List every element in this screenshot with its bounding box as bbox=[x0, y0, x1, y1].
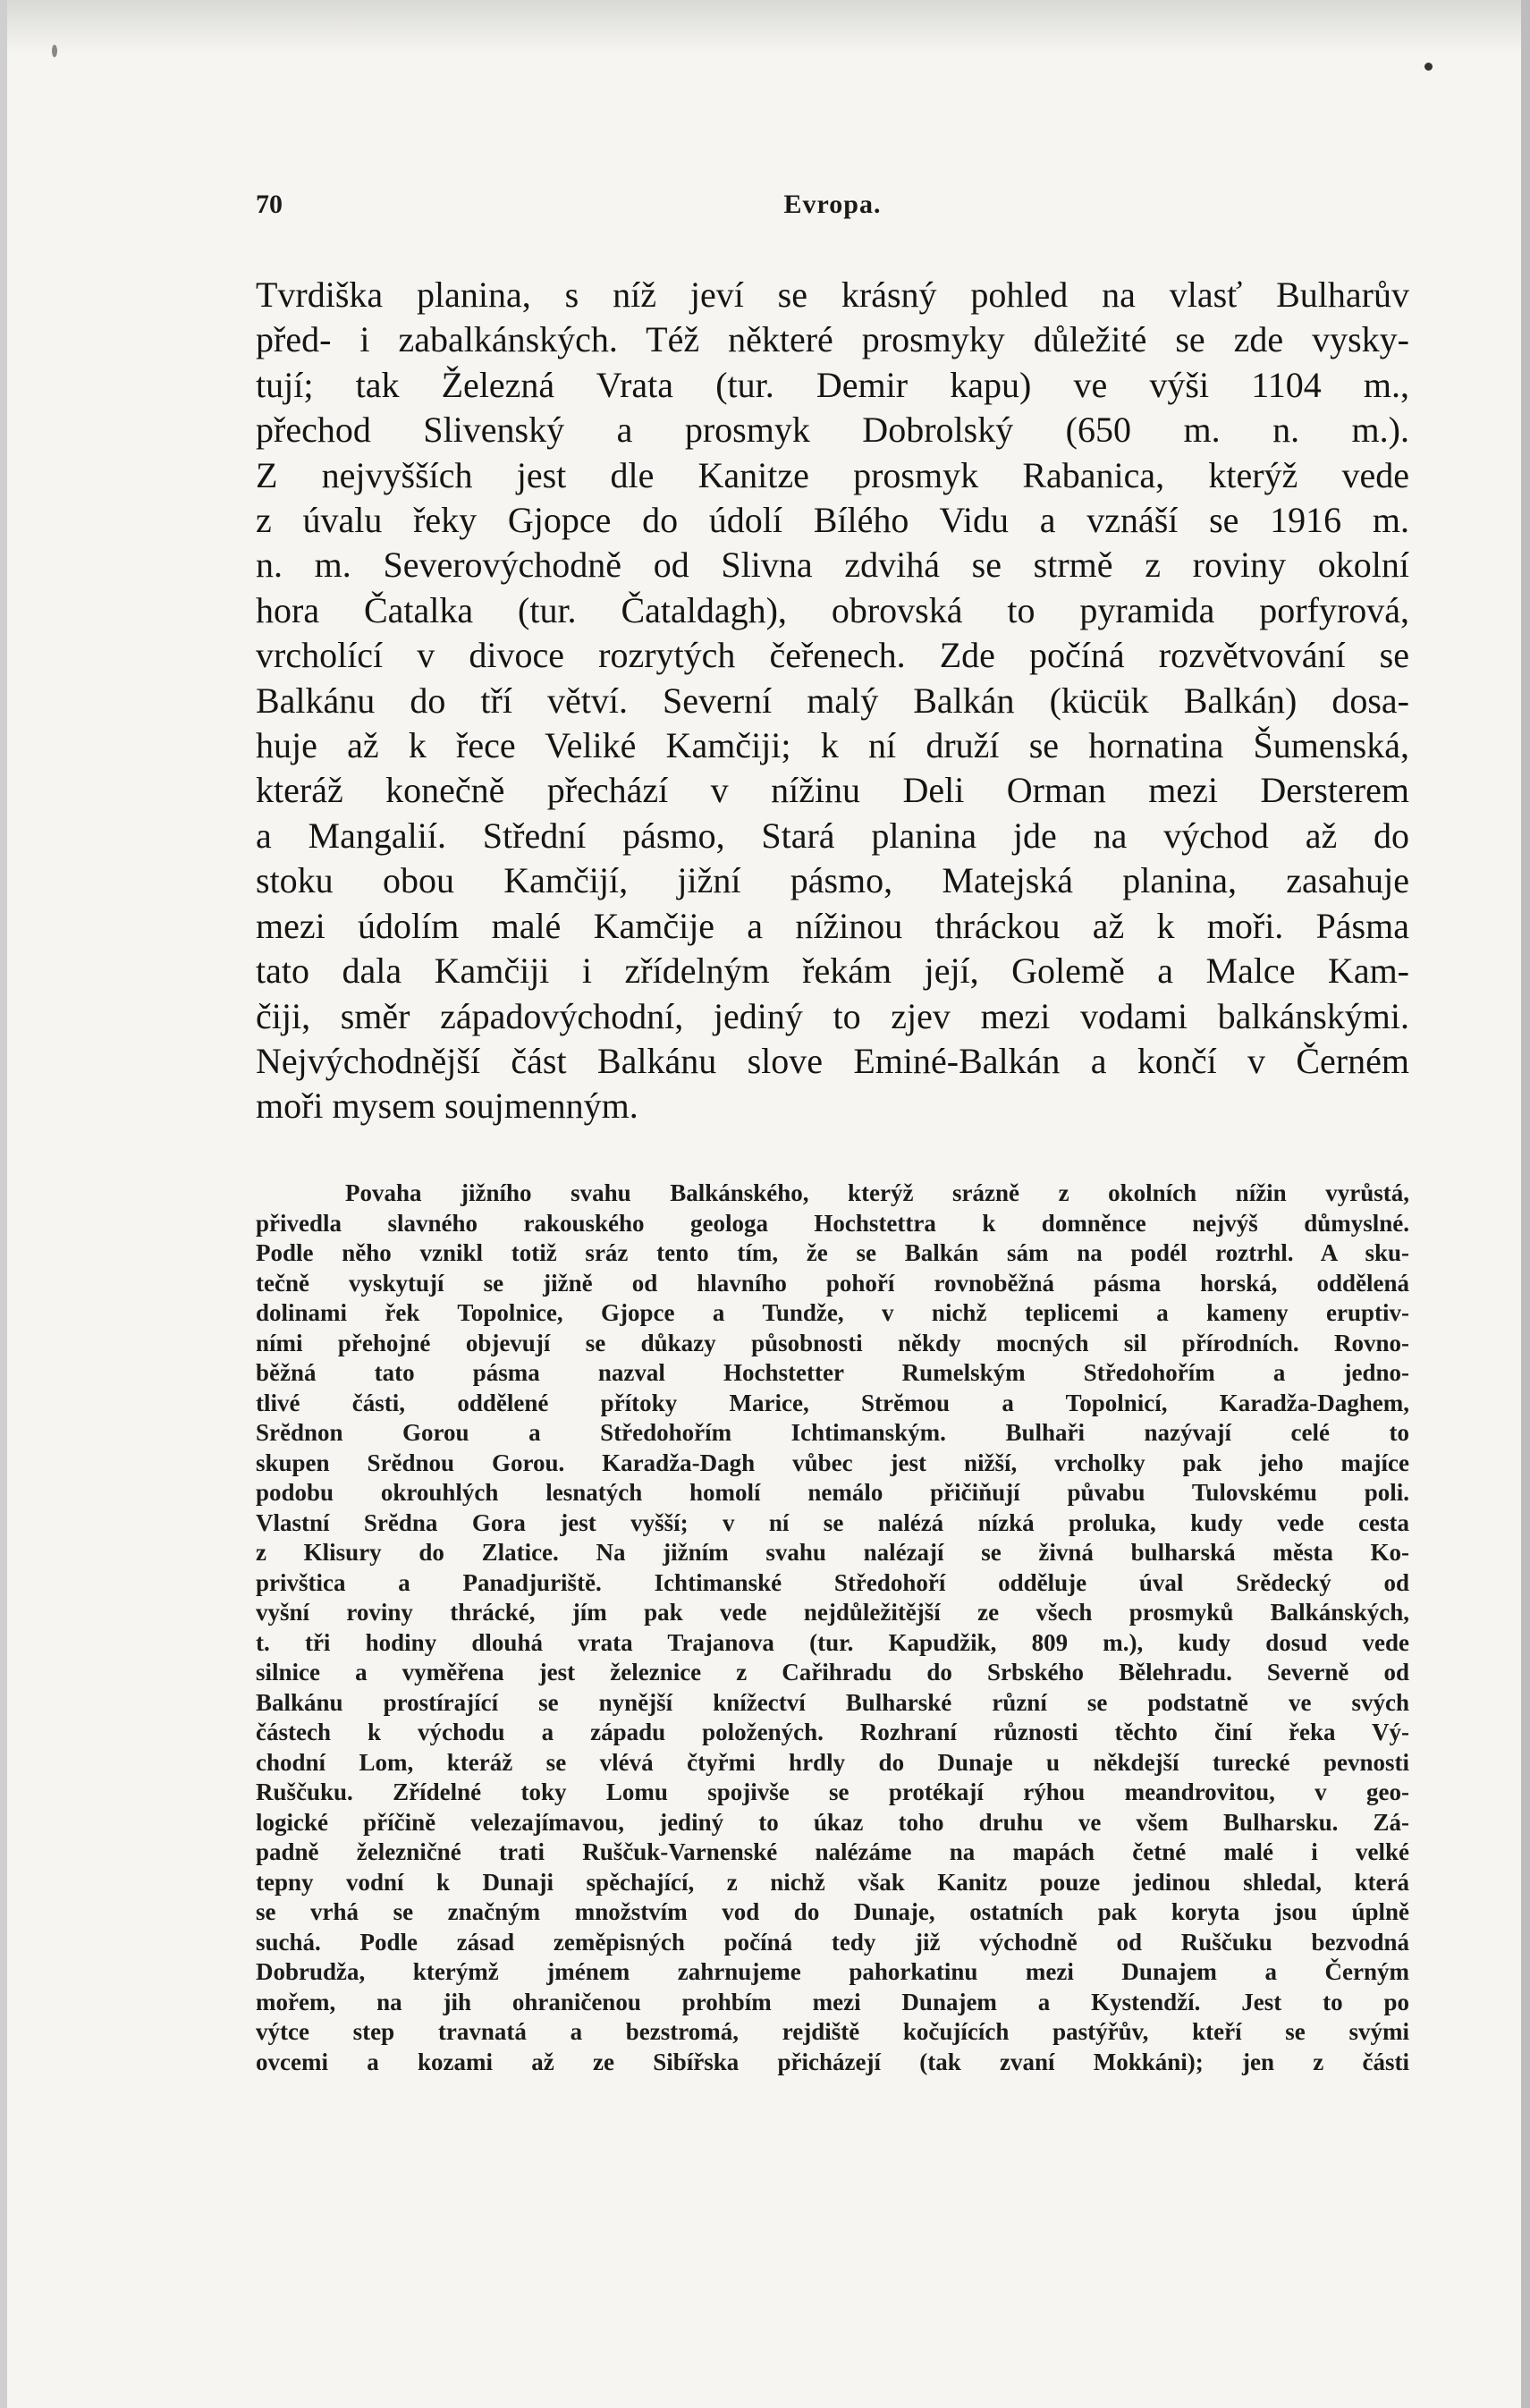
note-line: chodní Lom, kteráž se vlévá čtyřmi hrdly do Dunaje u někdejší turecké pevnosti bbox=[256, 1748, 1409, 1776]
text-line: huje až k řece Veliké Kamčiji; k ní druží se hornatina Šumenská, bbox=[256, 725, 1409, 766]
text-line: Tvrdiška planina, s níž jeví se krásný pohled na vlasť Bulharův bbox=[256, 275, 1409, 315]
note-line: z Klisury do Zlatice. Na jižním svahu nalézají se živná bulharská města Ko- bbox=[256, 1539, 1409, 1566]
text-line: tují; tak Železná Vrata (tur. Demir kapu) ve výši 1104 m., bbox=[256, 364, 1409, 405]
text-line: hora Čatalka (tur. Čataldagh), obrovská to pyramida porfyrová, bbox=[256, 589, 1409, 630]
note-line: padně železničné trati Ruščuk-Varnenské nalézáme na mapách četné malé i velké bbox=[256, 1838, 1409, 1865]
running-head: Evropa. bbox=[783, 190, 882, 219]
text-line: Balkánu do tří větví. Severní malý Balkán (kücük Balkán) dosa- bbox=[256, 680, 1409, 721]
note-line: přivedla slavného rakouského geologa Hochstettra k domněnce nejvýš důmyslné. bbox=[256, 1209, 1409, 1237]
text-line: Z nejvyšších jest dle Kanitze prosmyk Rabanica, kterýž vede bbox=[256, 454, 1409, 495]
text-line: stoku obou Kamčijí, jižní pásmo, Matejská planina, zasahuje bbox=[256, 860, 1409, 901]
note-line: Podle něho vznikl totiž sráz tento tím, že se Balkán sám na podél roztrhl. A sku- bbox=[256, 1239, 1409, 1266]
note-line: tepny vodní k Dunaji spěchající, z nichž však Kanitz pouze jedinou shledal, která bbox=[256, 1868, 1409, 1896]
note-line: privštica a Panadjurištĕ. Ichtimanské Středohoří odděluje úval Srědecký od bbox=[256, 1568, 1409, 1596]
note-line: Srĕdnon Gorou a Středohořím Ichtimanským. Bulhaři nazývají celé to bbox=[256, 1419, 1409, 1446]
text-line: přechod Slivenský a prosmyk Dobrolský (650 m. n. m.). bbox=[256, 410, 1409, 451]
print-speck bbox=[1424, 63, 1433, 71]
note-line: suchá. Podle zásad zeměpisných počíná tedy již východně od Ruščuku bezvodná bbox=[256, 1928, 1409, 1956]
page-number: 70 bbox=[256, 190, 283, 219]
note-line: Ruščuku. Zřídelné toky Lomu spojivše se protékají rýhou meandrovitou, v geo- bbox=[256, 1779, 1409, 1805]
note-line: běžná tato pásma nazval Hochstetter Rumelským Středohořím a jedno- bbox=[256, 1359, 1409, 1386]
text-line: čiji, směr západovýchodní, jediný to zjev mezi vodami balkánskými. bbox=[256, 995, 1409, 1036]
text-line: tato dala Kamčiji i zřídelným řekám její, Golemě a Malce Kam- bbox=[256, 951, 1409, 992]
text-line: kteráž konečně přechází v nížinu Deli Orman mezi Dersterem bbox=[256, 770, 1409, 811]
note-line: se vrhá se značným množstvím vod do Dunaje, ostatních pak koryta jsou úplně bbox=[256, 1898, 1409, 1925]
note-line: vyšní roviny thrácké, jím pak vede nejdůležitější ze všech prosmyků Balkánských, bbox=[256, 1599, 1409, 1626]
note-line: silnice a vyměřena jest železnice z Cařihradu do Srbského Bělehradu. Severně od bbox=[256, 1659, 1409, 1686]
note-line: podobu okrouhlých lesnatých homolí nemálo přičiňují půvabu Tulovskému poli. bbox=[256, 1479, 1409, 1506]
text-line: z úvalu řeky Gjopce do údolí Bílého Vidu a vznáší se 1916 m. bbox=[256, 500, 1409, 541]
text-line: před- i zabalkánských. Též některé prosmyky důležité se zde vysky- bbox=[256, 319, 1409, 360]
main-paragraph bbox=[256, 273, 1409, 1129]
text-line: mezi údolím malé Kamčije a nížinou thráckou až k moři. Pásma bbox=[256, 905, 1409, 946]
text-line: vrcholící v divoce rozrytých čeřenech. Zde počíná rozvětvování se bbox=[256, 635, 1409, 676]
note-line: dolinami řek Topolnice, Gjopce a Tundže, v nichž teplicemi a kameny eruptiv- bbox=[256, 1299, 1409, 1326]
note-line: tečně vyskytují se jižně od hlavního pohoří rovnoběžná pásma horská, oddělená bbox=[256, 1269, 1409, 1297]
note-paragraph bbox=[256, 1179, 1409, 2077]
note-line: mořem, na jih ohraničenou prohbím mezi Dunajem a Kystendží. Jest to po bbox=[256, 1988, 1409, 2015]
note-line: logické příčině velezajímavou, jediný to úkaz toho druhu ve všem Bulharsku. Zá- bbox=[256, 1808, 1409, 1836]
page-header bbox=[256, 190, 1409, 225]
note-line: ovcemi a kozami až ze Sibířska přicházejí (tak zvaní Mokkáni); jen z části bbox=[256, 2048, 1409, 2075]
text-line: Nejvýchodnější část Balkánu slove Eminé-Balkán a končí v Černém bbox=[256, 1040, 1409, 1081]
note-line: Vlastní Srĕdna Gora jest vyšší; v ní se nalézá nízká proluka, kudy vede cesta bbox=[256, 1508, 1409, 1536]
note-line: částech k východu a západu položených. Rozhraní různosti těchto činí řeka Vý- bbox=[256, 1719, 1409, 1745]
note-line: výtce step travnatá a bezstromá, rejdiště kočujících pastýřův, kteří se svými bbox=[256, 2018, 1409, 2045]
text-line: a Mangalií. Střední pásmo, Stará planina jde na východ až do bbox=[256, 815, 1409, 856]
print-speck bbox=[52, 45, 57, 57]
note-line: Balkánu prostírající se nynější knížectví Bulharské různí se podstatně ve svých bbox=[256, 1688, 1409, 1716]
note-line: Povaha jižního svahu Balkánského, kterýž srázně z okolních nížin vyrůstá, bbox=[345, 1179, 1409, 1206]
note-line: ními přehojné objevují se důkazy působnosti někdy mocných sil přírodních. Rovno- bbox=[256, 1329, 1409, 1356]
text-line: n. m. Severovýchodně od Slivna zdvihá se strmě z roviny okolní bbox=[256, 545, 1409, 586]
note-line: skupen Srĕdnou Gorou. Karadža-Dagh vůbec jest nižší, vrcholky pak jeho majíce bbox=[256, 1449, 1409, 1476]
note-line: Dobrudža, kterýmž jménem zahrnujeme pahorkatinu mezi Dunajem a Černým bbox=[256, 1958, 1409, 1985]
text-line: moři mysem soujmenným. bbox=[256, 1086, 638, 1127]
note-line: t. tři hodiny dlouhá vrata Trajanova (tur. Kapudžik, 809 m.), kudy dosud vede bbox=[256, 1628, 1409, 1656]
note-line: tlivé části, oddělené přítoky Marice, Strĕmou a Topolnicí, Karadža-Daghem, bbox=[256, 1389, 1409, 1416]
